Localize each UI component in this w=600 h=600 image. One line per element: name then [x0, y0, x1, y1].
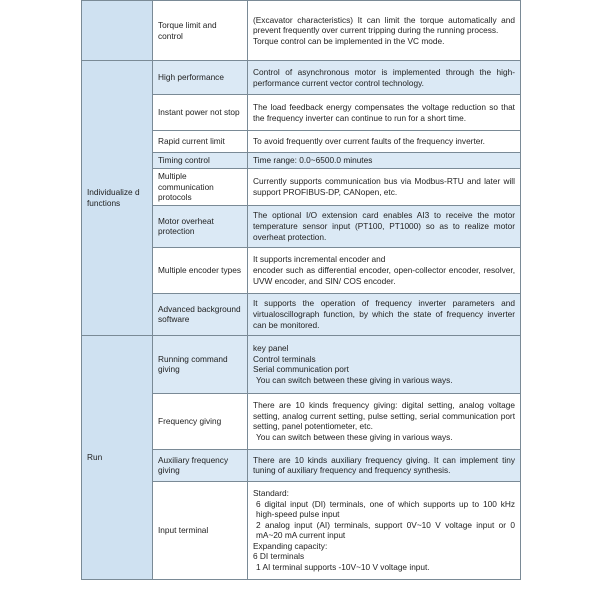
feature-detail-cell: [248, 293, 521, 335]
spec-table: [81, 0, 521, 580]
feature-name-cell: Advanced background software: [153, 293, 248, 335]
detail-line: You can switch between these giving in various ways.: [256, 431, 453, 442]
detail-line: encoder such as differential encoder, open-collector encoder, resolver, UVW encoder, and SIN/ COS encoder.: [253, 264, 515, 286]
feature-name-cell: Frequency giving: [153, 393, 248, 449]
detail-line: To avoid frequently over current faults of the frequency inverter.: [253, 136, 485, 147]
feature-detail-cell: [248, 95, 521, 131]
feature-name-cell: Torque limit and control: [153, 1, 248, 61]
feature-name-cell: Input terminal: [153, 481, 248, 579]
group-label-cell: [82, 1, 153, 61]
feature-name-cell: Instant power not stop: [153, 95, 248, 131]
table-row: [82, 61, 521, 95]
detail-line: 6 DI terminals: [253, 551, 305, 562]
detail-line: You can switch between these giving in various ways.: [256, 374, 453, 385]
feature-detail-cell: [248, 61, 521, 95]
spec-body: [82, 1, 521, 580]
feature-name-cell: High performance: [153, 61, 248, 95]
detail-line: Torque control can be implemented in the VC mode.: [253, 35, 445, 46]
detail-line: 1 AI terminal supports -10V~10 V voltage input.: [256, 562, 430, 573]
detail-line: key panel: [253, 343, 289, 354]
feature-detail-cell: [248, 153, 521, 169]
table-row: [82, 335, 521, 393]
feature-name-cell: Motor overheat protection: [153, 205, 248, 247]
feature-detail-cell: [248, 131, 521, 153]
detail-line: The load feedback energy compensates the voltage reduction so that the frequency inverter can continue to run for a short time.: [253, 101, 515, 123]
feature-detail-cell: [248, 205, 521, 247]
group-label-cell: Run: [82, 335, 153, 579]
feature-name-cell: Auxiliary frequency giving: [153, 449, 248, 481]
detail-line: Control terminals: [253, 353, 316, 364]
feature-detail-cell: [248, 393, 521, 449]
feature-detail-cell: [248, 449, 521, 481]
detail-line: Time range: 0.0~6500.0 minutes: [253, 155, 373, 166]
detail-line: Standard:: [253, 487, 289, 498]
detail-line: Control of asynchronous motor is implemented through the high-performance current vector control technology.: [253, 66, 515, 88]
detail-line: Currently supports communication bus via Modbus-RTU and later will support PROFIBUS-DP, CANopen, etc.: [253, 176, 515, 197]
detail-line: There are 10 kinds auxiliary frequency giving. It can implement tiny tuning of auxiliary frequency and frequency synthesis.: [253, 454, 515, 476]
detail-line: It supports incremental encoder and: [253, 254, 386, 265]
detail-line: It supports the operation of frequency inverter parameters and virtualoscillograph function, by which the state of frequency inverter can be monitored.: [253, 298, 515, 330]
feature-name-cell: Rapid current limit: [153, 131, 248, 153]
feature-name-cell: Running command giving: [153, 335, 248, 393]
feature-detail-cell: [248, 247, 521, 293]
detail-line: Expanding capacity:: [253, 540, 328, 551]
feature-name-cell: Multiple encoder types: [153, 247, 248, 293]
feature-detail-cell: [248, 335, 521, 393]
group-label-cell: Individualize d functions: [82, 61, 153, 336]
detail-line: There are 10 kinds frequency giving: digital setting, analog voltage setting, analog current setting, pulse setting, serial communication port setting, panel potentiometer, etc.: [253, 400, 515, 432]
table-row: [82, 1, 521, 61]
feature-detail-cell: [248, 169, 521, 206]
detail-line: 6 digital input (DI) terminals, one of which supports up to 100 kHz high-speed pulse input: [256, 498, 515, 520]
feature-detail-cell: [248, 481, 521, 579]
feature-name-cell: Multiple communication protocols: [153, 169, 248, 206]
detail-line: (Excavator characteristics) It can limit the torque automatically and prevent frequently over current tripping during the running process.: [253, 14, 515, 36]
feature-name-cell: Timing control: [153, 153, 248, 169]
feature-detail-cell: [248, 1, 521, 61]
detail-line: Serial communication port: [253, 364, 349, 375]
detail-line: The optional I/O extension card enables AI3 to receive the motor temperature sensor input (PT100, PT1000) so as to realize motor overheat protection.: [253, 210, 515, 242]
detail-line: 2 analog input (AI) terminals, support 0V~10 V voltage input or 0 mA~20 mA current input: [256, 519, 515, 541]
